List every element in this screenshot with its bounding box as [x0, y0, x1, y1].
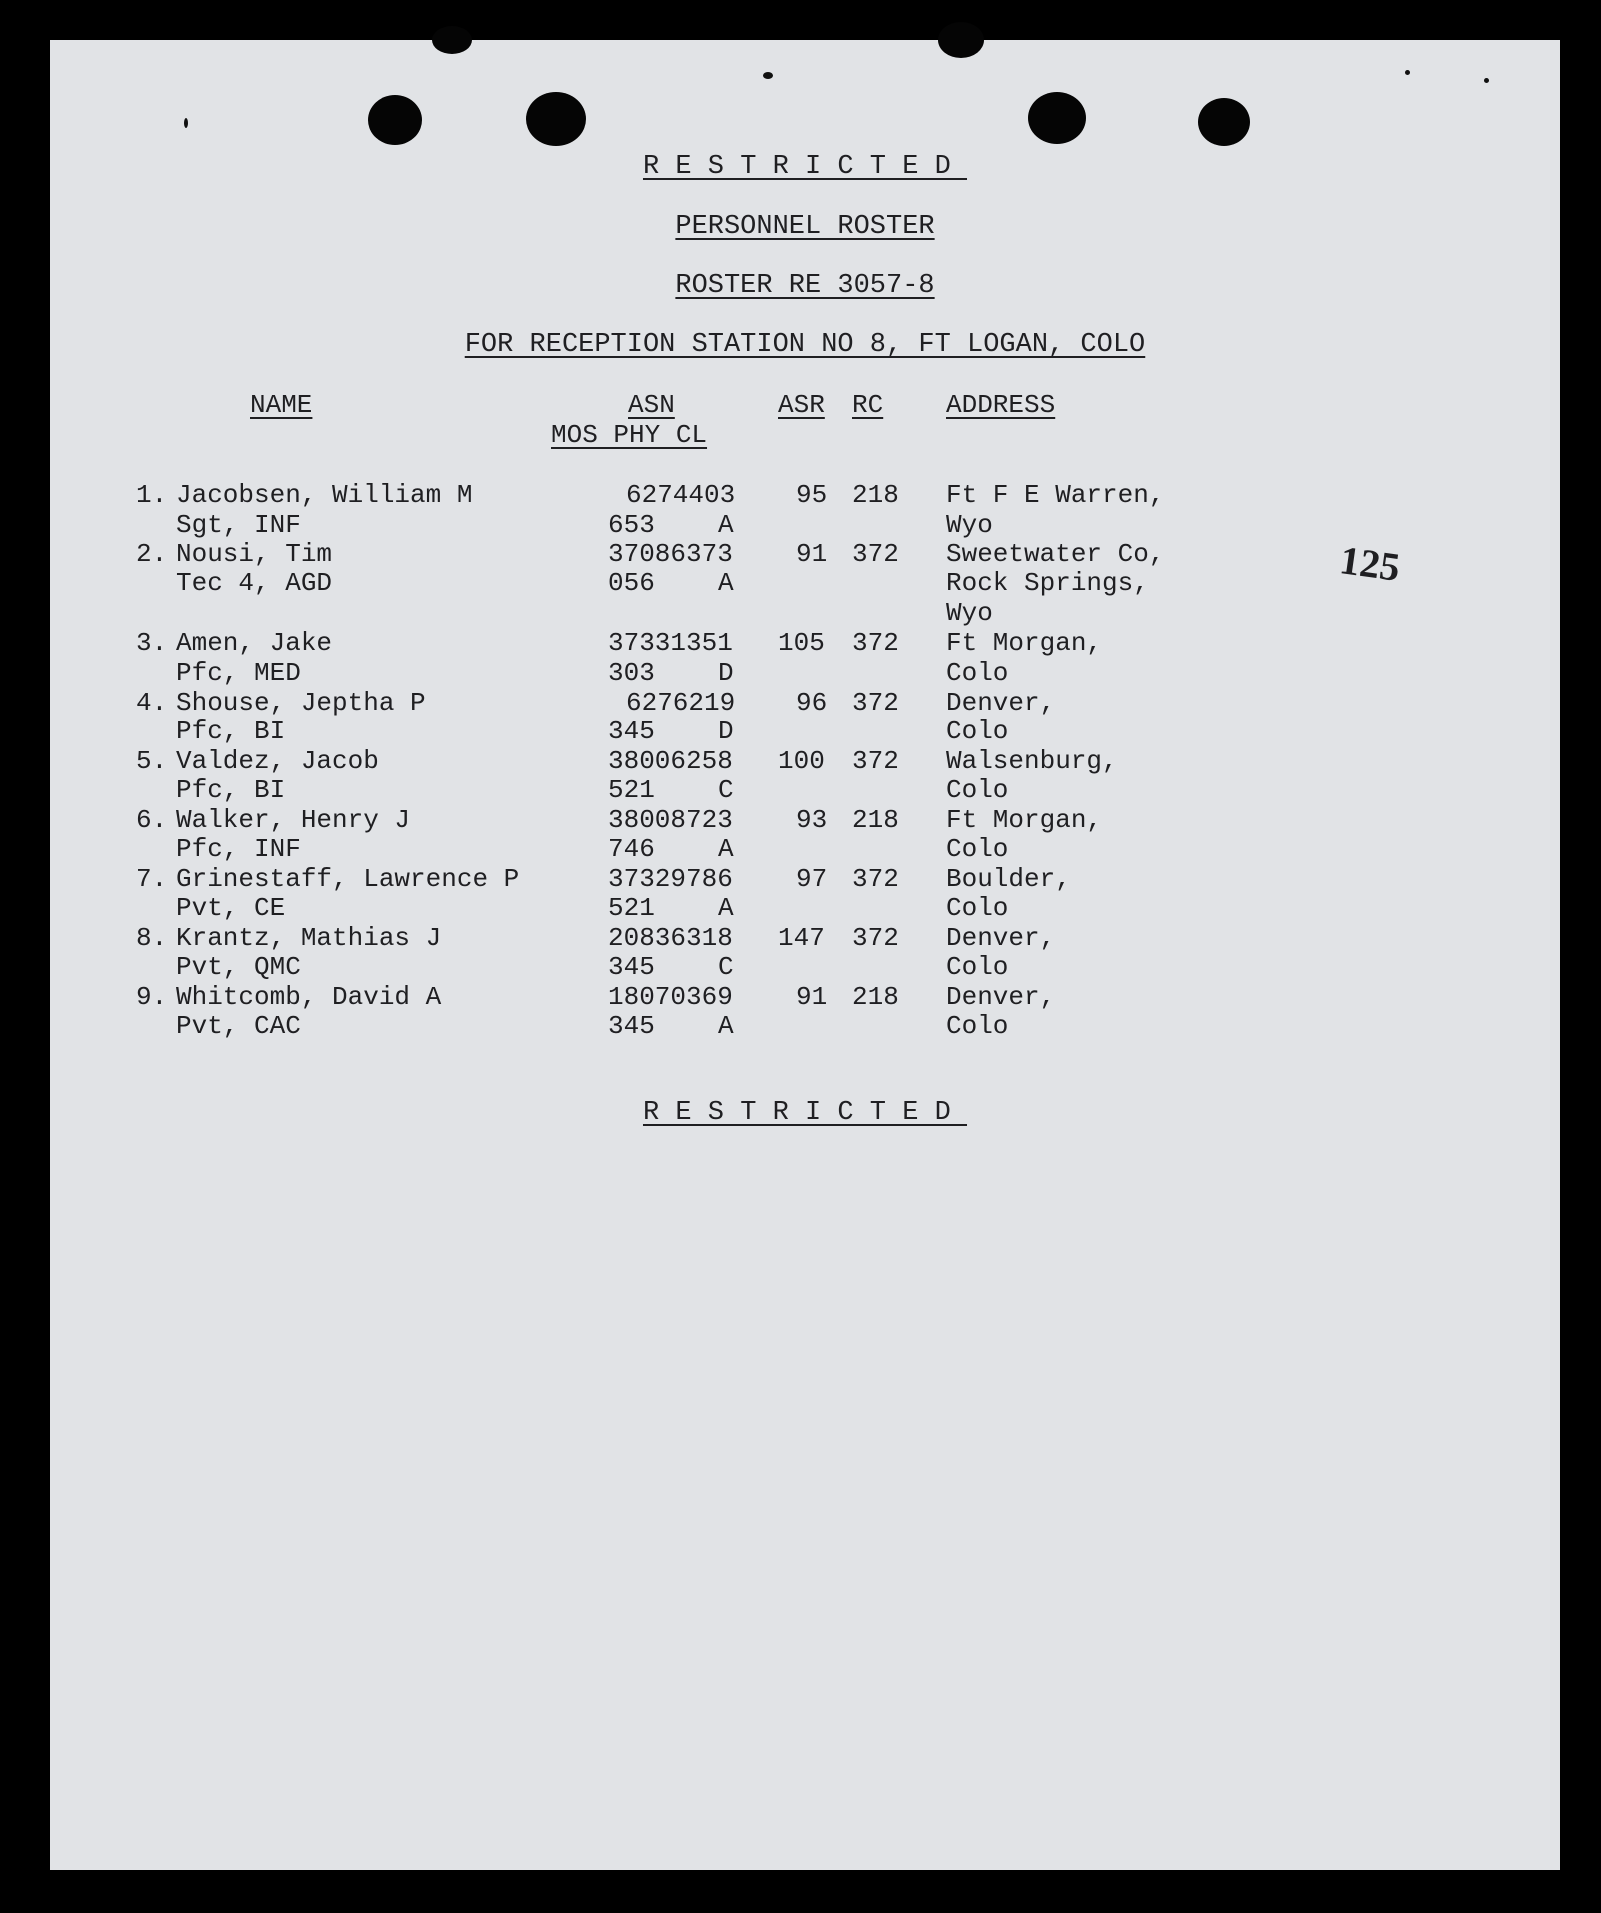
- roster-number: ROSTER RE 3057-8: [675, 271, 935, 301]
- member-rc: 218: [852, 982, 899, 1012]
- member-address-line: Boulder,: [946, 864, 1071, 894]
- member-asr: 100: [778, 746, 825, 776]
- member-phy-cl: D: [718, 658, 734, 688]
- document-page: [50, 40, 1560, 1870]
- column-header-name: NAME: [250, 390, 313, 420]
- member-mos: 303: [608, 658, 655, 688]
- member-address-line: Colo: [946, 952, 1009, 982]
- member-asn: 37086373: [608, 539, 733, 569]
- member-rc: 372: [852, 688, 899, 718]
- member-asr: 91: [796, 539, 828, 569]
- column-header-address: ADDRESS: [946, 390, 1056, 420]
- punch-hole: [368, 95, 422, 145]
- member-asn: 6276219: [626, 688, 736, 718]
- column-header-asr: ASR: [778, 390, 825, 420]
- punch-hole: [526, 92, 586, 146]
- row-number: 2.: [136, 539, 168, 569]
- member-mos: 746: [608, 834, 655, 864]
- member-name: Nousi, Tim: [176, 539, 333, 569]
- member-address-line: Walsenburg,: [946, 746, 1118, 776]
- punch-hole: [1028, 92, 1086, 144]
- member-rank: Tec 4, AGD: [176, 568, 333, 598]
- speck: [763, 72, 773, 79]
- member-mos: 521: [608, 893, 655, 923]
- member-mos: 345: [608, 716, 655, 746]
- member-rc: 218: [852, 480, 899, 510]
- member-phy-cl: D: [718, 716, 734, 746]
- member-address-line: Wyo: [946, 598, 993, 628]
- member-name: Jacobsen, William M: [176, 480, 473, 510]
- member-rank: Pvt, CE: [176, 893, 286, 923]
- member-phy-cl: A: [718, 1011, 734, 1041]
- row-number: 9.: [136, 982, 168, 1012]
- member-asr: 97: [796, 864, 828, 894]
- member-name: Shouse, Jeptha P: [176, 688, 426, 718]
- member-mos: 521: [608, 775, 655, 805]
- member-address-line: Denver,: [946, 923, 1056, 953]
- member-asn: 20836318: [608, 923, 733, 953]
- member-asr: 93: [796, 805, 828, 835]
- page-number: 125: [1337, 537, 1403, 590]
- member-rc: 372: [852, 628, 899, 658]
- member-phy-cl: C: [718, 775, 734, 805]
- member-rc: 372: [852, 746, 899, 776]
- member-address-line: Colo: [946, 658, 1009, 688]
- member-asn: 18070369: [608, 982, 733, 1012]
- member-asn: 38006258: [608, 746, 733, 776]
- member-name: Grinestaff, Lawrence P: [176, 864, 520, 894]
- member-address-line: Wyo: [946, 510, 993, 540]
- member-rank: Pfc, BI: [176, 716, 286, 746]
- member-address-line: Colo: [946, 834, 1009, 864]
- member-address-line: Colo: [946, 716, 1009, 746]
- member-address-line: Colo: [946, 775, 1009, 805]
- member-address-line: Denver,: [946, 982, 1056, 1012]
- speck: [1484, 78, 1489, 83]
- member-name: Krantz, Mathias J: [176, 923, 442, 953]
- member-address-line: Colo: [946, 1011, 1009, 1041]
- member-rank: Pfc, INF: [176, 834, 301, 864]
- member-address-line: Sweetwater Co,: [946, 539, 1165, 569]
- station-line: FOR RECEPTION STATION NO 8, FT LOGAN, COLO: [464, 330, 1146, 360]
- member-rc: 218: [852, 805, 899, 835]
- member-address-line: Rock Springs,: [946, 568, 1149, 598]
- punch-hole: [938, 22, 984, 58]
- member-rank: Pvt, QMC: [176, 952, 301, 982]
- member-rank: Sgt, INF: [176, 510, 301, 540]
- member-address-line: Ft Morgan,: [946, 805, 1103, 835]
- member-phy-cl: C: [718, 952, 734, 982]
- member-address-line: Colo: [946, 893, 1009, 923]
- member-name: Walker, Henry J: [176, 805, 411, 835]
- member-phy-cl: A: [718, 893, 734, 923]
- member-rc: 372: [852, 923, 899, 953]
- document-title: PERSONNEL ROSTER: [675, 212, 935, 242]
- member-phy-cl: A: [718, 568, 734, 598]
- member-phy-cl: A: [718, 510, 734, 540]
- row-number: 4.: [136, 688, 168, 718]
- member-phy-cl: A: [718, 834, 734, 864]
- member-asn: 38008723: [608, 805, 733, 835]
- member-asr: 95: [796, 480, 828, 510]
- member-asn: 37331351: [608, 628, 733, 658]
- row-number: 8.: [136, 923, 168, 953]
- row-number: 1.: [136, 480, 168, 510]
- member-asr: 96: [796, 688, 828, 718]
- speck: [1405, 70, 1410, 75]
- member-rank: Pfc, MED: [176, 658, 301, 688]
- member-asr: 147: [778, 923, 825, 953]
- classification-header: RESTRICTED: [642, 152, 968, 182]
- member-address-line: Denver,: [946, 688, 1056, 718]
- row-number: 7.: [136, 864, 168, 894]
- member-name: Valdez, Jacob: [176, 746, 379, 776]
- member-asn: 6274403: [626, 480, 736, 510]
- member-name: Whitcomb, David A: [176, 982, 442, 1012]
- member-rank: Pfc, BI: [176, 775, 286, 805]
- member-address-line: Ft F E Warren,: [946, 480, 1165, 510]
- member-asr: 105: [778, 628, 825, 658]
- speck: [184, 118, 188, 128]
- member-asr: 91: [796, 982, 828, 1012]
- member-mos: 345: [608, 1011, 655, 1041]
- member-address-line: Ft Morgan,: [946, 628, 1103, 658]
- member-name: Amen, Jake: [176, 628, 333, 658]
- classification-footer: RESTRICTED: [642, 1098, 968, 1128]
- row-number: 5.: [136, 746, 168, 776]
- member-rank: Pvt, CAC: [176, 1011, 301, 1041]
- member-rc: 372: [852, 864, 899, 894]
- member-mos: 345: [608, 952, 655, 982]
- column-header-rc: RC: [852, 390, 884, 420]
- row-number: 3.: [136, 628, 168, 658]
- column-header-asn: ASN: [628, 390, 675, 420]
- punch-hole: [432, 26, 472, 54]
- member-rc: 372: [852, 539, 899, 569]
- punch-hole: [1198, 98, 1250, 146]
- column-header-mos-phy-cl: MOS PHY CL: [551, 420, 708, 450]
- row-number: 6.: [136, 805, 168, 835]
- member-mos: 056: [608, 568, 655, 598]
- member-asn: 37329786: [608, 864, 733, 894]
- member-mos: 653: [608, 510, 655, 540]
